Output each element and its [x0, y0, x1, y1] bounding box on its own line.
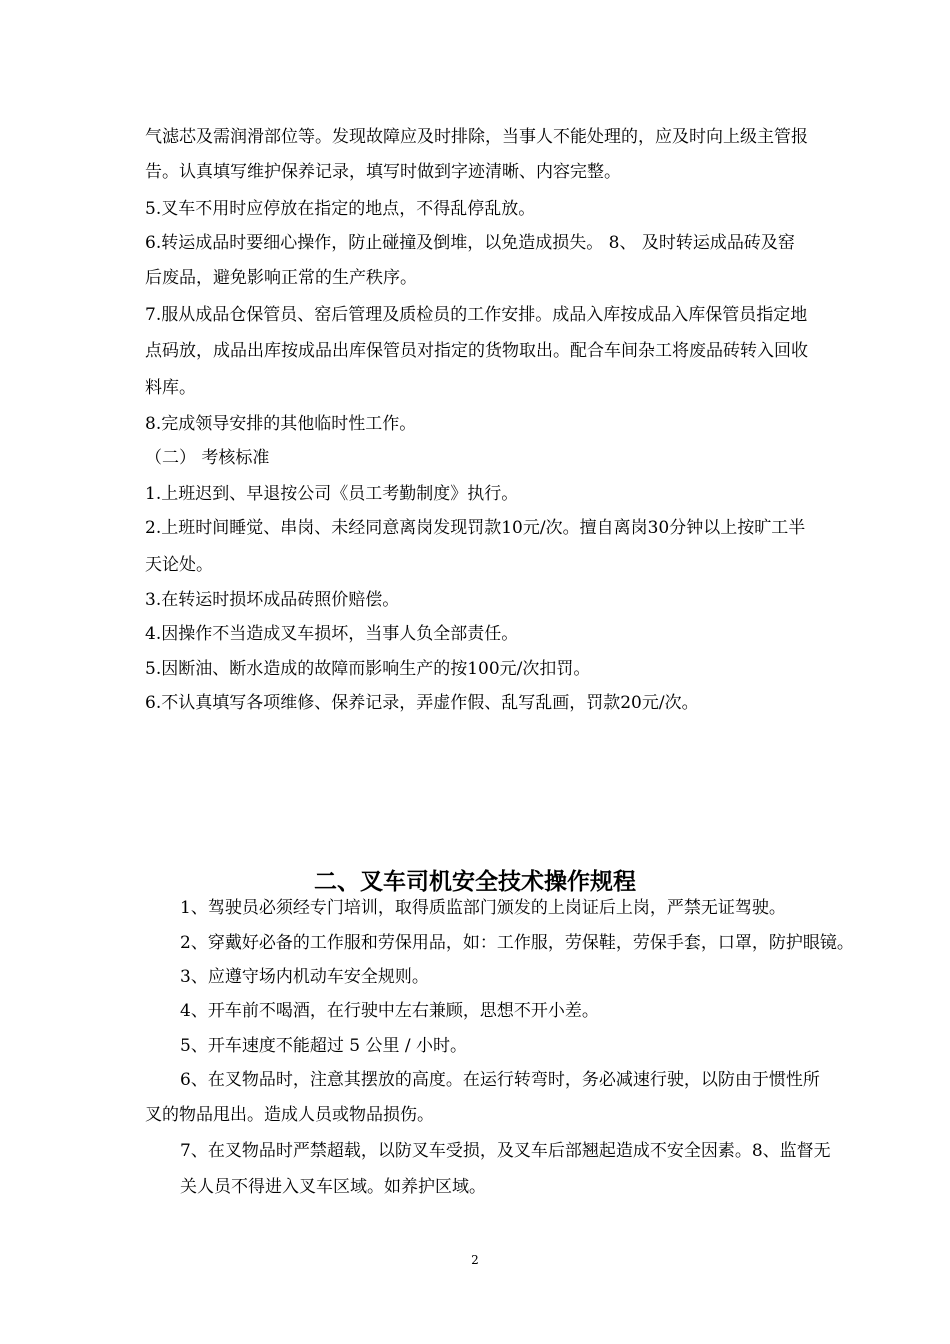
- paragraph-line: 关人员不得进入叉车区域。如养护区域。: [180, 1177, 486, 1197]
- paragraph-line: 料库。: [145, 378, 196, 398]
- paragraph-line: 6.不认真填写各项维修、保养记录，弄虚作假、乱写乱画，罚款20元/次。: [145, 693, 699, 713]
- paragraph-line: 点码放，成品出库按成品出库保管员对指定的货物取出。配合车间杂工将废品砖转入回收: [145, 341, 808, 361]
- paragraph-line: 叉的物品甩出。造成人员或物品损伤。: [145, 1105, 434, 1125]
- paragraph-line: 8.完成领导安排的其他临时性工作。: [145, 414, 417, 434]
- paragraph-line: 5、开车速度不能超过 5 公里 / 小时。: [180, 1036, 467, 1056]
- paragraph-line: 2、穿戴好必备的工作服和劳保用品，如：工作服，劳保鞋，劳保手套，口罩，防护眼镜。: [180, 933, 854, 953]
- paragraph-line: 气滤芯及需润滑部位等。发现故障应及时排除，当事人不能处理的，应及时向上级主管报: [145, 127, 808, 147]
- paragraph-line: 1.上班迟到、早退按公司《员工考勤制度》执行。: [145, 484, 519, 504]
- paragraph-line: 告。认真填写维护保养记录，填写时做到字迹清晰、内容完整。: [145, 162, 621, 182]
- paragraph-line: 7.服从成品仓保管员、窑后管理及质检员的工作安排。成品入库按成品入库保管员指定地: [145, 305, 808, 325]
- paragraph-line: 7、在叉物品时严禁超载，以防叉车受损，及叉车后部翘起造成不安全因素。8、监督无: [180, 1141, 831, 1161]
- paragraph-line: 5.因断油、断水造成的故障而影响生产的按100元/次扣罚。: [145, 659, 591, 679]
- paragraph-line: 2.上班时间睡觉、串岗、未经同意离岗发现罚款10元/次。擅自离岗30分钟以上按旷工半: [145, 518, 806, 538]
- section-title: 二、叉车司机安全技术操作规程: [314, 869, 636, 895]
- paragraph-line: 天论处。: [145, 555, 213, 575]
- paragraph-line: 3、应遵守场内机动车安全规则。: [180, 967, 429, 987]
- page-number: 2: [471, 1253, 479, 1267]
- paragraph-line: 4、开车前不喝酒，在行驶中左右兼顾，思想不开小差。: [180, 1001, 599, 1021]
- paragraph-line: 1、驾驶员必须经专门培训，取得质监部门颁发的上岗证后上岗，严禁无证驾驶。: [180, 898, 786, 918]
- paragraph-line: 6.转运成品时要细心操作，防止碰撞及倒堆，以免造成损失。 8、 及时转运成品砖及窑: [145, 233, 795, 253]
- paragraph-line: 后废品，避免影响正常的生产秩序。: [145, 268, 417, 288]
- paragraph-line: 4.因操作不当造成叉车损坏，当事人负全部责任。: [145, 624, 519, 644]
- paragraph-line: 5.叉车不用时应停放在指定的地点，不得乱停乱放。: [145, 199, 536, 219]
- paragraph-line: 3.在转运时损坏成品砖照价赔偿。: [145, 590, 400, 610]
- paragraph-line: 6、在叉物品时，注意其摆放的高度。在运行转弯时，务必减速行驶，以防由于惯性所: [180, 1070, 820, 1090]
- subsection-heading: （二） 考核标准: [145, 448, 270, 468]
